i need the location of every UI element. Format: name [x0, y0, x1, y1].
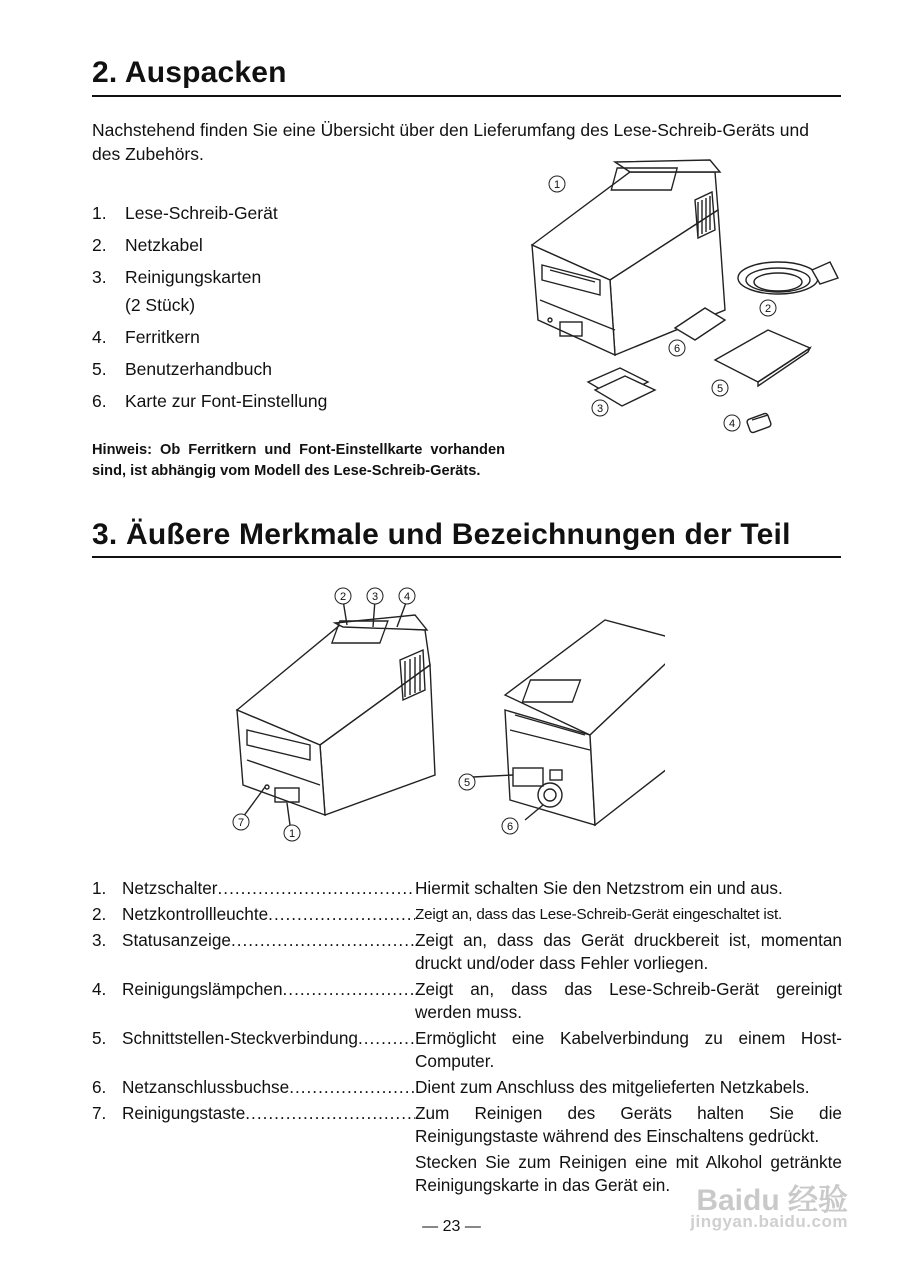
model-note: Hinweis: Ob Ferritkern und Font-Einstellkarte vorhanden sind, ist abhängig vom Modell des Lese-Schreib-Geräts.	[92, 442, 505, 479]
svg-text:4: 4	[728, 418, 736, 430]
list-item: 2. Netzkabel	[92, 235, 203, 255]
section-2-heading: 2. Auspacken	[92, 56, 287, 89]
table-row: 5. Schnittstellen-Steckverbindung ..... Ermöglicht eine Kabelverbindung zu einem Host-Computer.	[92, 1027, 842, 1073]
section-2-rule	[92, 95, 841, 97]
svg-text:6: 6	[673, 343, 681, 355]
contents-list	[92, 203, 512, 423]
svg-text:1: 1	[553, 179, 561, 191]
svg-text:2: 2	[339, 591, 347, 603]
svg-text:5: 5	[463, 777, 471, 789]
manual-illustration	[715, 330, 810, 382]
svg-text:7: 7	[237, 817, 245, 829]
page-number: — 23 —	[422, 1218, 481, 1235]
svg-text:1: 1	[288, 828, 296, 840]
power-cable-illustration	[738, 262, 838, 294]
printer-front-view	[237, 600, 435, 825]
ferrite-core-illustration	[746, 413, 771, 434]
section-3-heading: 3. Äußere Merkmale und Bezeichnungen der Teil	[92, 518, 791, 551]
package-contents-figure	[520, 150, 850, 440]
list-item: 4. Ferritkern	[92, 327, 200, 347]
svg-text:3: 3	[371, 591, 379, 603]
section-3-rule	[92, 556, 841, 558]
list-item: 6. Karte zur Font-Einstellung	[92, 391, 328, 411]
table-row: 4. Reinigungslämpchen ..... Zeigt an, dass das Lese-Schreib-Gerät gereinigt werden muss.	[92, 978, 842, 1024]
watermark-url: jingyan.baidu.com	[690, 1212, 848, 1231]
table-row: 6. Netzanschlussbuchse ..... Dient zum Anschluss des mitgelieferten Netzkabels.	[92, 1076, 842, 1099]
list-item: (2 Stück)	[125, 295, 196, 315]
svg-text:4: 4	[403, 591, 411, 603]
svg-text:5: 5	[716, 383, 724, 395]
section-2-intro: Nachstehend finden Sie eine Übersicht über den Lieferumfang des Lese-Schreib-Geräts und des Zubehörs.	[92, 120, 809, 164]
table-row: 3. Statusanzeige ..... Zeigt an, dass das Gerät druckbereit ist, momentan druckt und/oder dass Fehler vorliegen.	[92, 929, 842, 975]
table-row: 7. Reinigungstaste ..... Zum Reinigen des Geräts halten Sie die Reinigungstaste während des Einschaltens gedrückt.	[92, 1102, 842, 1148]
svg-text:2: 2	[764, 303, 772, 315]
table-row: 2. Netzkontrollleuchte ..... Zeigt an, dass das Lese-Schreib-Gerät eingeschaltet ist.	[92, 903, 842, 926]
table-row: 1. Netzschalter ..... Hiermit schalten Sie den Netzstrom ein und aus.	[92, 877, 842, 900]
list-item: 1. Lese-Schreib-Gerät	[92, 203, 278, 223]
table-row: Stecken Sie zum Reinigen eine mit Alkohol getränkte Reinigungskarte in das Gerät ein.	[415, 1152, 842, 1195]
svg-text:3: 3	[596, 403, 604, 415]
watermark-logo: Baidu 经验	[696, 1184, 848, 1217]
parts-figure	[225, 585, 665, 850]
list-item: 3. Reinigungskarten	[92, 267, 262, 287]
svg-text:6: 6	[506, 821, 514, 833]
printer-rear-view	[473, 620, 665, 825]
list-item: 5. Benutzerhandbuch	[92, 359, 272, 379]
parts-list	[92, 877, 842, 1200]
